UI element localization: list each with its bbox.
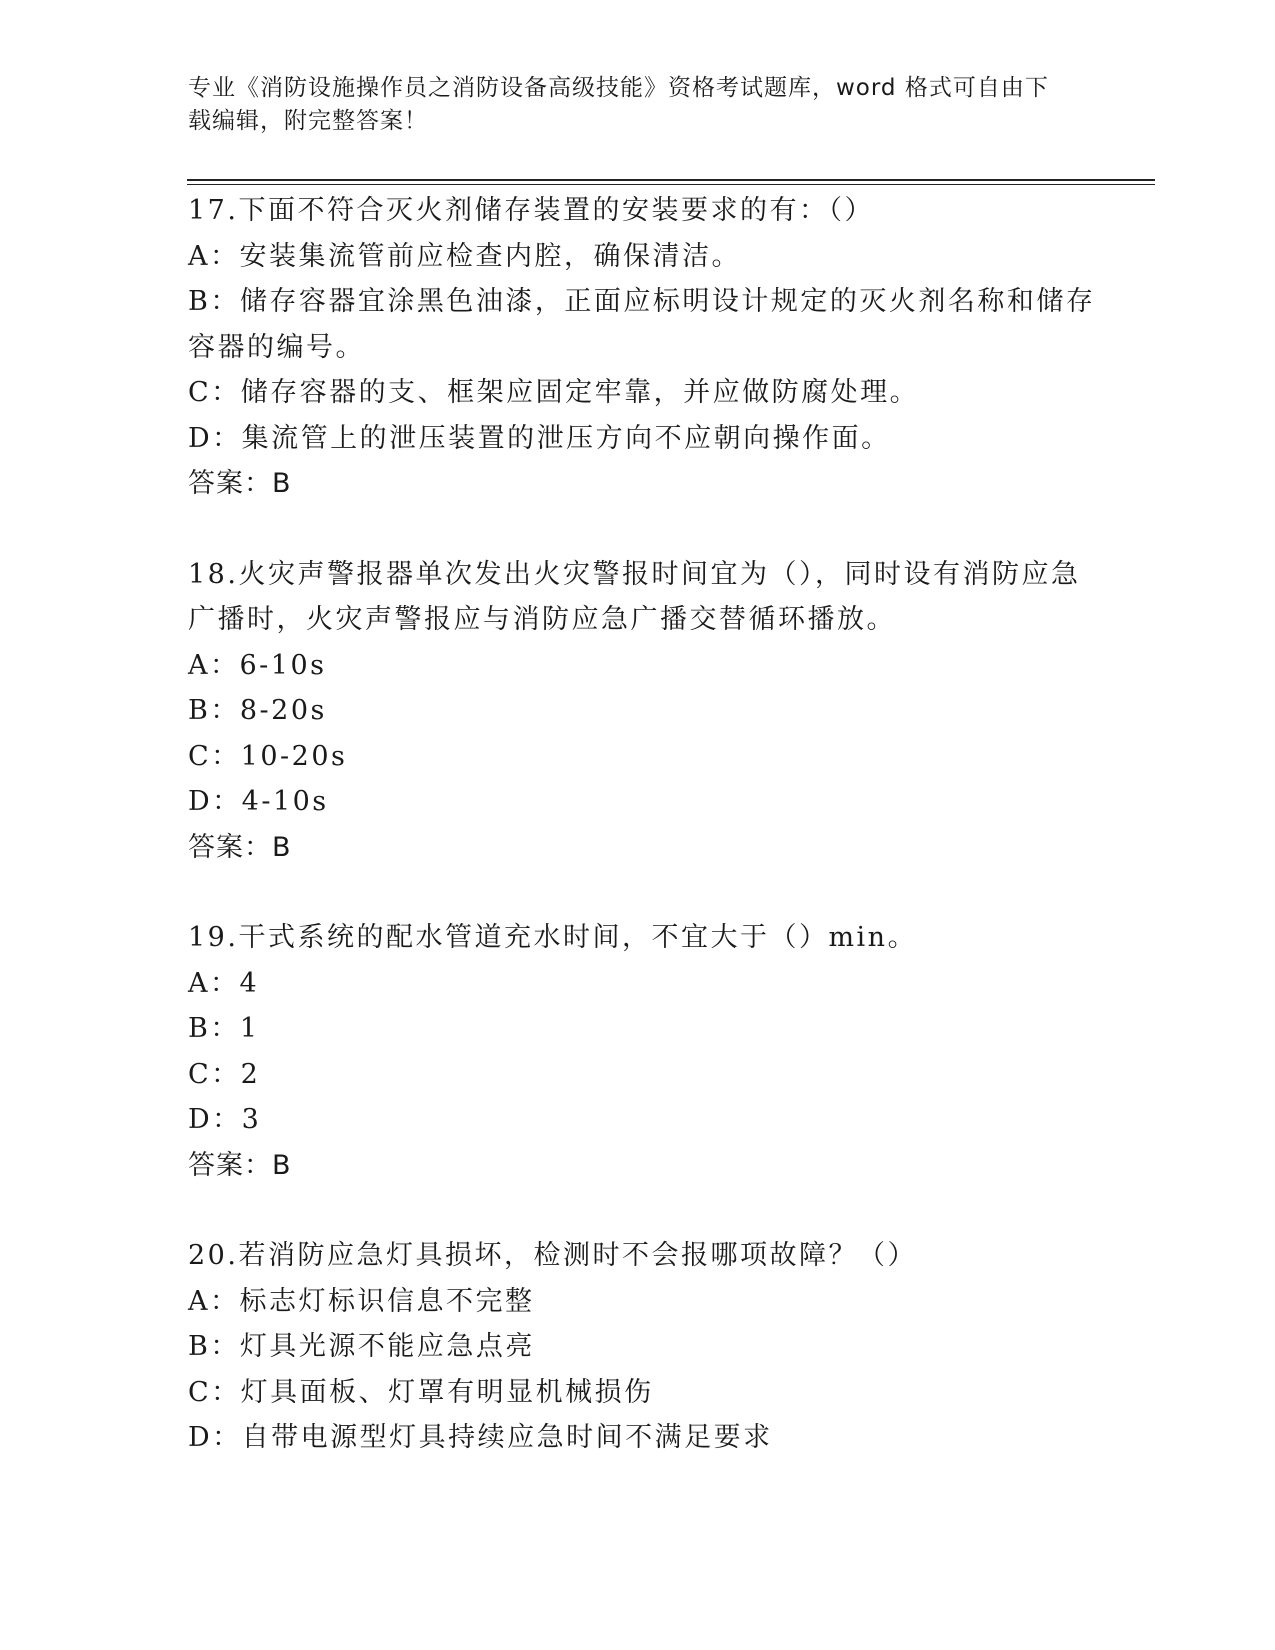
option-a: A：安装集流管前应检查内腔，确保清洁。 [188, 240, 741, 272]
header-divider-thin [187, 184, 1155, 185]
question-stem: 20.若消防应急灯具损坏，检测时不会报哪项故障？（） [188, 1240, 917, 1271]
option-a: A：标志灯标识信息不完整 [188, 1285, 535, 1317]
option-d: D：自带电源型灯具持续应急时间不满足要求 [188, 1422, 773, 1453]
option-b-continued: 容器的编号。 [188, 331, 365, 363]
question-18 [188, 552, 1088, 871]
question-stem: 19.干式系统的配水管道充水时间，不宜大于（）min。 [188, 922, 918, 953]
question-17 [188, 188, 1096, 507]
option-a: A：4 [188, 967, 260, 999]
answer-line: 答案：B [188, 468, 292, 499]
option-b: B：灯具光源不能应急点亮 [188, 1331, 535, 1362]
question-list [188, 188, 1096, 1461]
answer-line: 答案：B [188, 831, 292, 863]
option-c: C：储存容器的支、框架应固定牢靠，并应做防腐处理。 [188, 377, 920, 408]
question-stem-continued: 广播时，火灾声警报应与消防应急广播交替循环播放。 [188, 604, 896, 635]
option-b: B：8-20s [188, 695, 327, 726]
question-stem: 18.火灾声警报器单次发出火灾警报时间宜为（），同时设有消防应急 [188, 558, 1081, 590]
option-d: D：集流管上的泄压装置的泄压方向不应朝向操作面。 [188, 422, 891, 454]
answer-line: 答案：B [188, 1149, 292, 1181]
option-d: D：4-10s [188, 786, 329, 817]
option-c: C：10-20s [188, 740, 348, 772]
option-d: D：3 [188, 1104, 262, 1135]
document-header: 专业《消防设施操作员之消防设备高级技能》资格考试题库，word 格式可自由下载编辑，附完整答案！ [188, 75, 1049, 134]
header-divider-thick [187, 179, 1155, 181]
option-b: B：储存容器宜涂黑色油漆，正面应标明设计规定的灭火剂名称和储存 [188, 286, 1096, 317]
option-b: B：1 [188, 1013, 260, 1044]
option-a: A：6-10s [188, 649, 327, 681]
question-stem: 17.下面不符合灭火剂储存装置的安装要求的有：（） [188, 195, 874, 226]
question-20 [188, 1233, 1088, 1461]
question-19 [188, 915, 1088, 1188]
option-c: C：灯具面板、灯罩有明显机械损伤 [188, 1376, 654, 1408]
option-c: C：2 [188, 1058, 261, 1090]
